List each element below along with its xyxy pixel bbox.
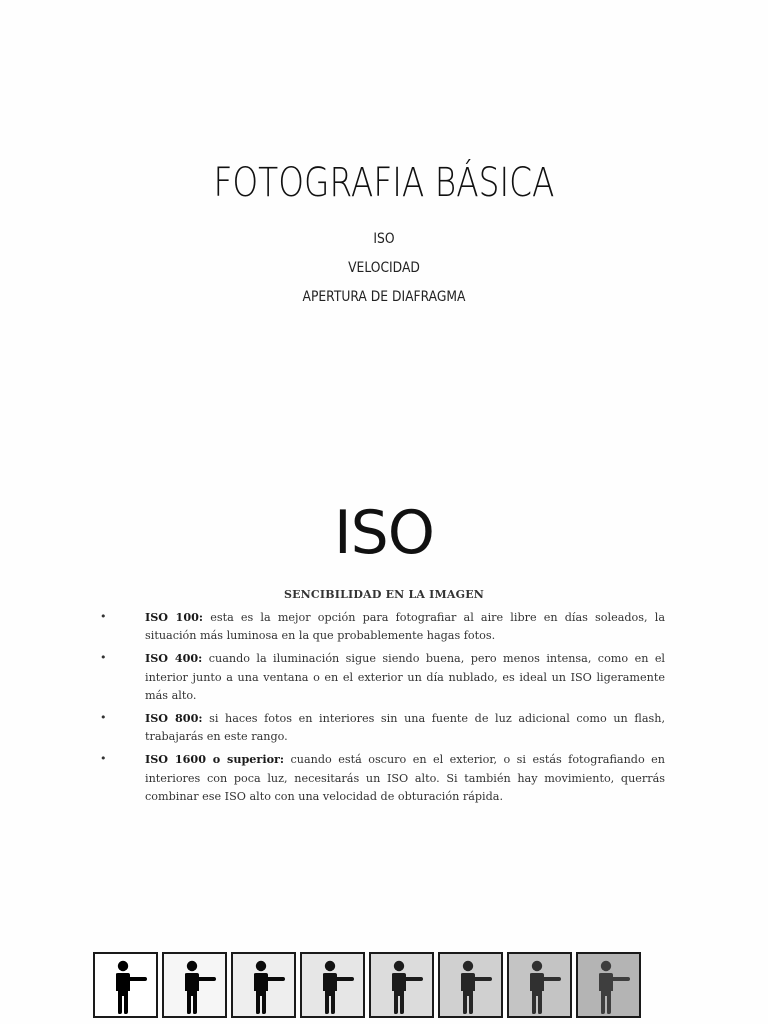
iso-sample-panel [93, 952, 158, 1018]
bullet-text [145, 649, 665, 705]
person-pointing-icon [233, 954, 294, 1016]
bullet-icon: • [100, 711, 107, 725]
list-item [0, 709, 768, 746]
bullet-icon: • [100, 610, 107, 623]
topic-iso: ISO [373, 231, 395, 247]
iso-sample-panel [162, 952, 227, 1018]
iso-sample-panel [369, 952, 434, 1018]
iso-sample-panel [507, 952, 572, 1018]
document-title: FOTOGRAFIA BÁSICA [213, 160, 555, 206]
list-item [0, 750, 768, 806]
bullet-description: cuando la iluminación sigue siendo buena, pero menos intensa, como en el interior junto a una ventana o en el exterior un día nublado, es ideal un ISO ligeramente más alto. [145, 652, 666, 702]
bullet-term: ISO 100: [145, 610, 204, 624]
section-subheading: SENCIBILIDAD EN LA IMAGEN [283, 588, 485, 601]
bullet-term: ISO 400: [145, 651, 203, 666]
bullet-term: ISO 1600 o superior: [145, 752, 285, 767]
bullet-term: ISO 800: [145, 711, 203, 726]
iso-sample-panel [300, 952, 365, 1018]
topic-list [0, 229, 768, 316]
person-pointing-icon [509, 954, 570, 1016]
bullet-icon: • [100, 752, 107, 766]
topic-velocidad: VELOCIDAD [348, 260, 420, 276]
bullet-description: esta es la mejor opción para fotografiar al aire libre en días soleados, la situación más luminosa en la que probablemente hagas fotos. [145, 611, 665, 643]
topic-apertura: APERTURA DE DIAFRAGMA [302, 289, 466, 305]
iso-sample-panel [576, 952, 641, 1018]
bullet-text [145, 709, 665, 746]
bullet-text [145, 608, 665, 645]
bullet-text [145, 750, 665, 806]
person-pointing-icon [578, 954, 639, 1016]
section-title-iso: ISO [333, 498, 434, 568]
iso-sample-panel [231, 952, 296, 1018]
bullet-description: cuando está oscuro en el exterior, o si estás fotografiando en interiores con poca luz, necesitarás un ISO alto. Si también hay movimiento, querrás combinar ese ISO alto con una velocidad de obturación rápida. [145, 753, 665, 803]
list-item [0, 649, 768, 705]
person-pointing-icon [371, 954, 432, 1016]
bullet-description: si haces fotos en interiores sin una fuente de luz adicional como un flash, trabajarás en este rango. [145, 712, 665, 744]
iso-sample-strip [93, 952, 651, 1024]
person-pointing-icon [95, 954, 156, 1016]
person-pointing-icon [164, 954, 225, 1016]
person-pointing-icon [302, 954, 363, 1016]
iso-bullet-list [0, 608, 768, 810]
bullet-icon: • [100, 651, 107, 665]
list-item [0, 608, 768, 645]
person-pointing-icon [440, 954, 501, 1016]
iso-sample-panel [438, 952, 503, 1018]
